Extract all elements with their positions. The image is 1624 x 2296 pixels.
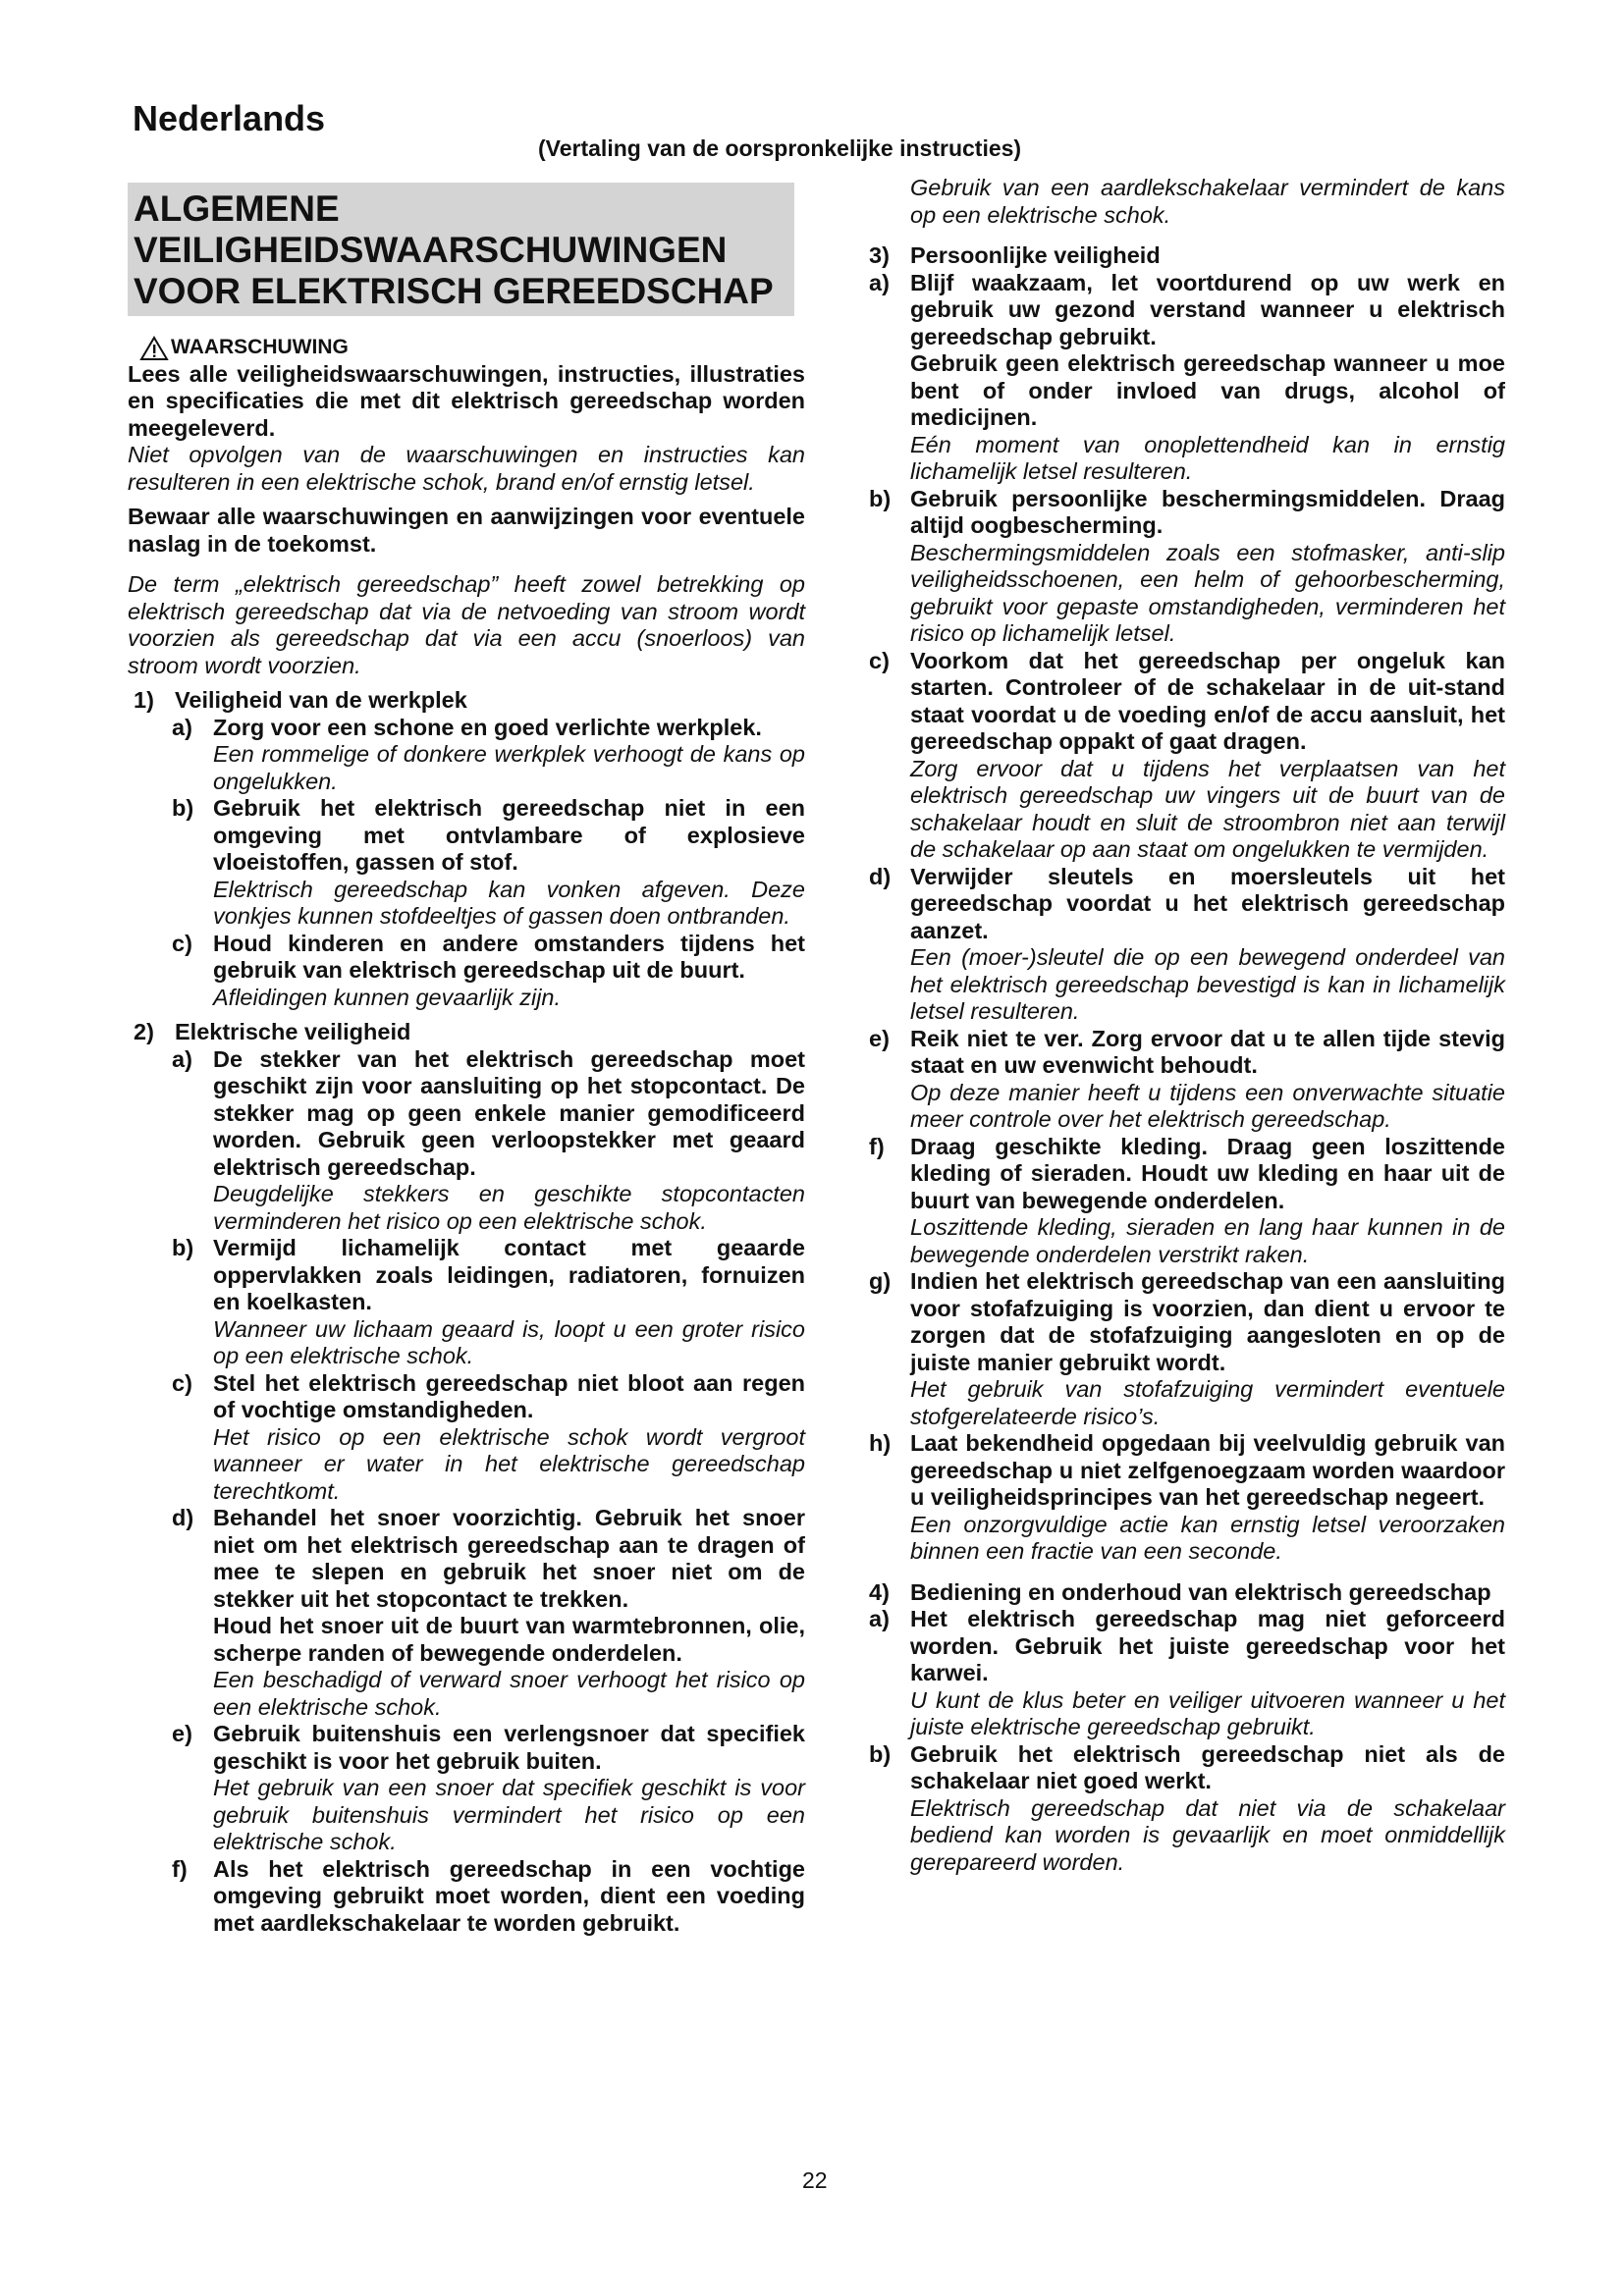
section-number: 4)	[869, 1578, 890, 1605]
section-1-item-b	[172, 795, 805, 931]
item-letter: d)	[172, 1505, 194, 1530]
item-letter: e)	[869, 1025, 890, 1051]
section-2-item-f-explanation: Gebruik van een aardlekschakelaar vermindert de kans op een elektrische schok.	[910, 175, 1505, 228]
title-line-3: VOOR ELEKTRISCH GEREEDSCHAP	[134, 271, 774, 311]
item-letter: e)	[172, 1721, 192, 1746]
warning-triangle-icon	[139, 336, 169, 361]
section-3-item-g	[869, 1268, 1505, 1430]
item-explanation: Beschermingsmiddelen zoals een stofmasker, anti-slip veiligheidsschoenen, een helm of gehoorbescherming, gebruikt voor gepaste omstandigheden, verminderen het risico op lichamelijk letsel.	[910, 539, 1505, 646]
item-instruction: Gebruik buitenshuis een verlengsnoer dat specifiek geschikt is voor het gebruik buiten.	[213, 1721, 805, 1774]
item-letter: a)	[172, 1045, 192, 1072]
section-3-item-b	[869, 486, 1505, 648]
item-letter: f)	[172, 1855, 188, 1882]
item-instruction: Vermijd lichamelijk contact met geaarde oppervlakken zoals leidingen, radiatoren, fornuizen en koelkasten.	[213, 1235, 805, 1314]
section-title: Persoonlijke veiligheid	[910, 242, 1161, 268]
item-letter: a)	[869, 269, 890, 295]
item-explanation: Elektrisch gereedschap kan vonken afgeven. Deze vonkjes kunnen stofdeeltjes of gassen doen ontbranden.	[213, 876, 805, 929]
term-definition: De term „elektrisch gereedschap” heeft zowel betrekking op elektrisch gereedschap dat via de netvoeding van stroom wordt voorzien als gereedschap dat via een accu (snoerloos) van stroom wordt voorzien.	[128, 571, 805, 678]
item-explanation: Eén moment van onoplettendheid kan in ernstig lichamelijk letsel resulteren.	[910, 431, 1505, 484]
item-explanation: U kunt de klus beter en veiliger uitvoeren wanneer u het juiste elektrische gereedschap gebruikt.	[910, 1686, 1505, 1739]
item-instruction: Indien het elektrisch gereedschap van een aansluiting voor stofafzuiging is voorzien, dan dient u ervoor te zorgen dat de stofafzuiging aangesloten en op de juiste manier gebruikt wordt.	[910, 1268, 1505, 1375]
item-letter: c)	[869, 647, 890, 673]
section-3-item-f	[869, 1134, 1505, 1269]
item-letter: c)	[172, 1369, 192, 1396]
item-instruction: Gebruik het elektrisch gereedschap niet als de schakelaar niet goed werkt.	[910, 1740, 1505, 1793]
item-explanation: Deugdelijke stekkers en geschikte stopcontacten verminderen het risico op een elektrische schok.	[213, 1181, 805, 1234]
item-explanation: Een (moer-)sleutel die op een bewegend onderdeel van het elektrisch gereedschap bevestigd is kan in lichamelijk letsel resulteren.	[910, 944, 1505, 1024]
item-letter: a)	[172, 714, 192, 740]
title-line-2: VEILIGHEIDSWAARSCHUWINGEN	[134, 230, 728, 270]
warning-keep-instructions: Bewaar alle waarschuwingen en aanwijzingen voor eventuele naslag in de toekomst.	[128, 504, 805, 557]
item-instruction: Verwijder sleutels en moersleutels uit het gereedschap voordat u het elektrisch gereedschap aanzet.	[910, 863, 1505, 943]
item-explanation: Het risico op een elektrische schok wordt vergroot wanneer er water in het elektrische gereedschap terechtkomt.	[213, 1423, 805, 1504]
section-2-item-e	[172, 1721, 805, 1856]
section-4-item-b	[869, 1741, 1505, 1877]
item-instruction: Stel het elektrisch gereedschap niet bloot aan regen of vochtige omstandigheden.	[213, 1369, 805, 1422]
item-instruction: Voorkom dat het gereedschap per ongeluk kan starten. Controleer of de schakelaar in de uit-stand staat voordat u de voeding en/of de accu aansluit, het gereedschap oppakt of gaat dragen.	[910, 647, 1505, 754]
section-4-heading	[869, 1579, 1505, 1607]
item-letter: b)	[869, 485, 892, 511]
item-instruction: Behandel het snoer voorzichtig. Gebruik het snoer niet om het elektrisch gereedschap aan te dragen of mee te slepen en gebruik het snoer niet om de stekker uit het stopcontact te trekken.	[213, 1505, 805, 1612]
item-explanation: Wanneer uw lichaam geaard is, loopt u een groter risico op een elektrische schok.	[213, 1315, 805, 1368]
page-language-heading: Nederlands	[133, 98, 326, 138]
section-title: Elektrische veiligheid	[175, 1019, 411, 1044]
section-1-item-a	[172, 715, 805, 796]
section-number: 1)	[134, 687, 154, 713]
left-column	[128, 177, 805, 1937]
page-number: 22	[802, 2167, 828, 2193]
item-instruction: Houd kinderen en andere omstanders tijdens het gebruik van elektrisch gereedschap uit de buurt.	[213, 930, 805, 983]
warning-consequences: Niet opvolgen van de waarschuwingen en instructies kan resulteren in een elektrische schok, brand en/of ernstig letsel.	[128, 442, 805, 495]
section-3-item-a	[869, 270, 1505, 486]
item-instruction-continued: Houd het snoer uit de buurt van warmtebronnen, olie, scherpe randen of bewegende onderdelen.	[213, 1613, 805, 1666]
warning-label: WAARSCHUWING	[171, 336, 349, 358]
section-3-item-c	[869, 648, 1505, 864]
item-instruction: Gebruik persoonlijke beschermingsmiddelen. Draag altijd oogbescherming.	[910, 485, 1505, 538]
item-explanation: Op deze manier heeft u tijdens een onverwachte situatie meer controle over het elektrisch gereedschap.	[910, 1079, 1505, 1132]
item-explanation: Elektrisch gereedschap dat niet via de schakelaar bediend kan worden is gevaarlijk en moet onmiddellijk gerepareerd worden.	[910, 1794, 1505, 1875]
item-letter: b)	[172, 795, 194, 821]
item-explanation: Loszittende kleding, sieraden en lang haar kunnen in de bewegende onderdelen verstrikt raken.	[910, 1214, 1505, 1267]
item-explanation: Een rommelige of donkere werkplek verhoogt de kans op ongelukken.	[213, 741, 805, 794]
item-letter: b)	[172, 1235, 194, 1260]
title-line-1: ALGEMENE	[134, 188, 340, 229]
section-3-item-e	[869, 1026, 1505, 1134]
right-column	[869, 175, 1505, 1876]
page-subtitle: (Vertaling van de oorspronkelijke instructies)	[538, 135, 1022, 161]
item-letter: f)	[869, 1133, 885, 1159]
item-letter: g)	[869, 1268, 892, 1294]
item-instruction: Reik niet te ver. Zorg ervoor dat u te allen tijde stevig staat en uw evenwicht behoudt.	[910, 1025, 1505, 1078]
section-4-item-a	[869, 1606, 1505, 1741]
item-instruction-continued: Gebruik geen elektrisch gereedschap wanneer u moe bent of onder invloed van drugs, alcohol of medicijnen.	[910, 350, 1505, 430]
section-1-item-c	[172, 931, 805, 1012]
section-title: Veiligheid van de werkplek	[175, 687, 467, 713]
section-title: Bediening en onderhoud van elektrisch gereedschap	[910, 1578, 1491, 1605]
document-title-box	[128, 183, 794, 316]
item-explanation: Afleidingen kunnen gevaarlijk zijn.	[213, 984, 562, 1010]
section-number: 3)	[869, 242, 890, 268]
section-3-item-h	[869, 1430, 1505, 1566]
section-2-item-b	[172, 1235, 805, 1370]
warning-heading	[139, 334, 805, 361]
item-explanation: Het gebruik van een snoer dat specifiek geschikt is voor gebruik buitenshuis vermindert het risico op een elektrische schok.	[213, 1775, 805, 1854]
section-3-heading	[869, 242, 1505, 270]
section-2-item-f	[172, 1856, 805, 1938]
item-instruction: De stekker van het elektrisch gereedschap moet geschikt zijn voor aansluiting op het stopcontact. De stekker mag op geen enkele manier gemodificeerd worden. Gebruik geen verloopstekker met geaard elektrisch gereedschap.	[213, 1045, 805, 1180]
section-number: 2)	[134, 1019, 154, 1044]
item-instruction: Zorg voor een schone en goed verlichte werkplek.	[213, 714, 762, 740]
section-2-item-a	[172, 1046, 805, 1236]
item-instruction: Als het elektrisch gereedschap in een vochtige omgeving gebruikt moet worden, dient een voeding met aardlekschakelaar te worden gebruikt.	[213, 1855, 805, 1936]
item-instruction: Het elektrisch gereedschap mag niet geforceerd worden. Gebruik het juiste gereedschap voor het karwei.	[910, 1606, 1505, 1685]
item-letter: h)	[869, 1430, 892, 1456]
item-explanation: Een onzorgvuldige actie kan ernstig letsel veroorzaken binnen een fractie van een seconde.	[910, 1511, 1505, 1564]
section-1-heading	[134, 687, 805, 715]
item-instruction: Gebruik het elektrisch gereedschap niet in een omgeving met ontvlambare of explosieve vloeistoffen, gassen of stof.	[213, 795, 805, 875]
section-2-item-d	[172, 1505, 805, 1721]
item-explanation: Het gebruik van stofafzuiging vermindert eventuele stofgerelateerde risico’s.	[910, 1376, 1505, 1429]
item-letter: d)	[869, 863, 892, 889]
section-3-item-d	[869, 864, 1505, 1026]
item-explanation: Een beschadigd of verward snoer verhoogt het risico op een elektrische schok.	[213, 1667, 805, 1720]
item-instruction: Blijf waakzaam, let voortdurend op uw werk en gebruik uw gezond verstand wanneer u elektrisch gereedschap gebruikt.	[910, 269, 1505, 349]
item-instruction: Laat bekendheid opgedaan bij veelvuldig gebruik van gereedschap u niet zelfgenoegzaam worden waardoor u veiligheidsprincipes van het gereedschap negeert.	[910, 1430, 1505, 1510]
item-letter: b)	[869, 1740, 892, 1767]
warning-read-instructions: Lees alle veiligheidswaarschuwingen, instructies, illustraties en specificaties die met dit elektrisch gereedschap worden meegeleverd.	[128, 360, 805, 441]
item-letter: c)	[172, 930, 192, 956]
section-2-heading	[134, 1019, 805, 1046]
item-letter: a)	[869, 1606, 890, 1631]
section-2-item-c	[172, 1370, 805, 1506]
item-explanation: Zorg ervoor dat u tijdens het verplaatsen van het elektrisch gereedschap uw vingers uit de buurt van de schakelaar houdt en sluit de stroombron niet aan terwijl de schakelaar op aan staat om ongelukken te vermijden.	[910, 755, 1505, 862]
item-instruction: Draag geschikte kleding. Draag geen loszittende kleding of sieraden. Houdt uw kleding en haar uit de buurt van bewegende onderdelen.	[910, 1133, 1505, 1213]
